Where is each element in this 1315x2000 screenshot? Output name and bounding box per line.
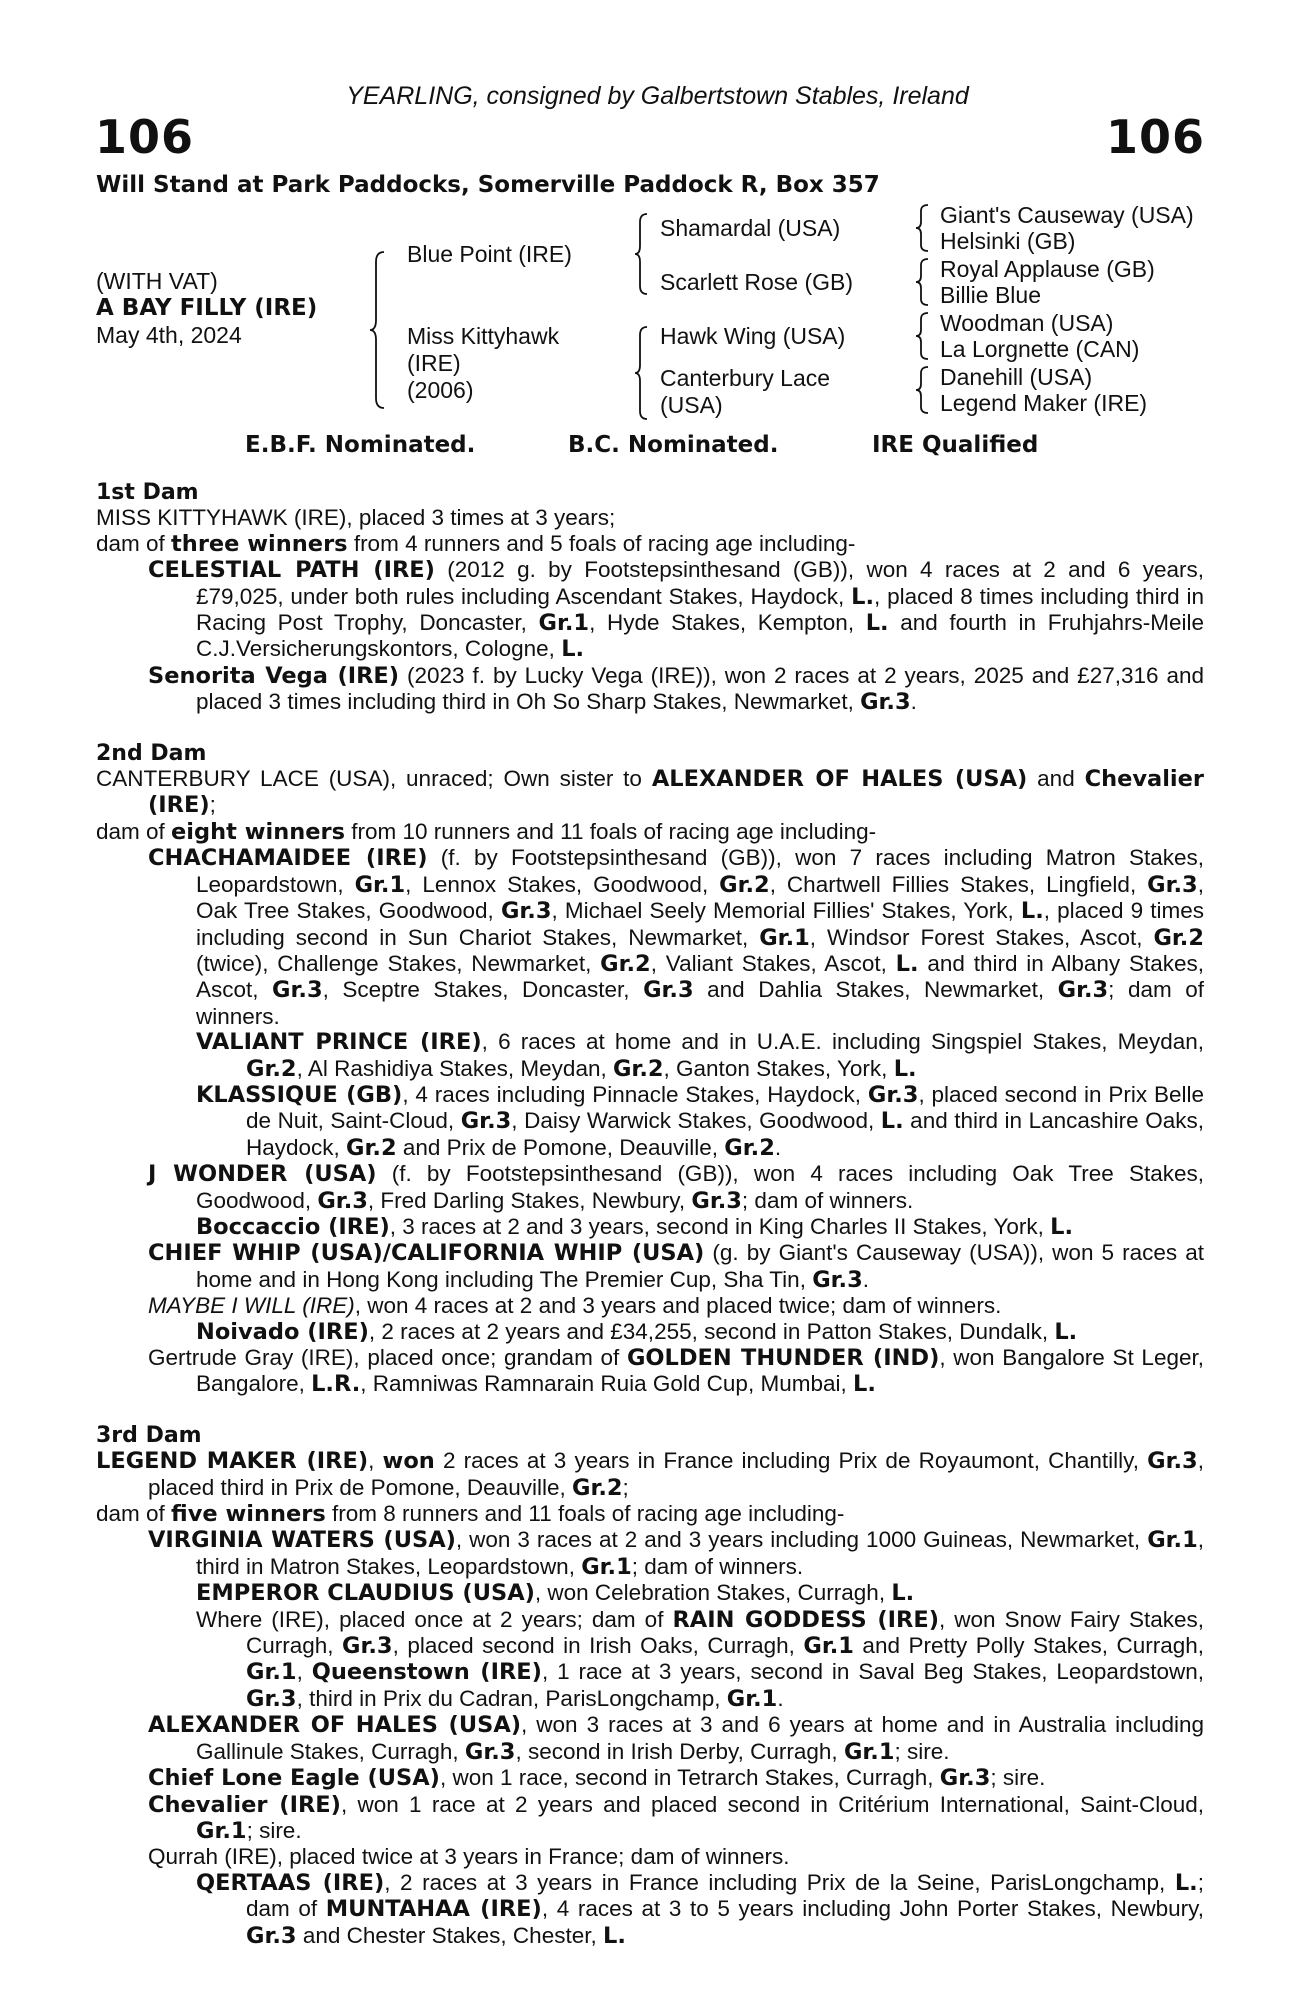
dam-sire: Hawk Wing (USA)	[660, 323, 846, 349]
brace-3c	[916, 311, 930, 361]
second-dam-summary: dam of eight winners from 10 runners and 11 foals of racing age including-	[96, 818, 877, 845]
first-dam-paragraph: MISS KITTYHAWK (IRE), placed 3 times at 3 years;	[96, 505, 616, 531]
brace-3a	[916, 203, 930, 253]
dd-sire: Danehill (USA)	[940, 364, 1093, 390]
stabling-location: Will Stand at Park Paddocks, Somerville Paddock R, Box 357	[96, 172, 880, 198]
brace-3b	[916, 257, 930, 307]
dd-dam: Legend Maker (IRE)	[940, 390, 1148, 416]
grand-progeny-entry: KLASSIQUE (GB), 4 races including Pinnacle Stakes, Haydock, Gr.3, placed second in Prix Belle de Nuit, Saint-Cloud, Gr.3, Daisy Warwick Stakes, Goodwood, L. and third in Lancashire Oaks, Haydock, Gr.2 and Prix de Pomone, Deauville, Gr.2.	[196, 1081, 1205, 1161]
progeny-entry: Senorita Vega (IRE) (2023 f. by Lucky Vega (IRE)), won 2 races at 2 years, 2025 and £27,316 and placed 3 times including third in Oh So Sharp Stakes, Newmarket, Gr.3.	[148, 662, 1204, 716]
bc-nomination: B.C. Nominated.	[568, 432, 779, 458]
progeny-entry: CHACHAMAIDEE (IRE) (f. by Footstepsinthesand (GB)), won 7 races including Matron Stakes, Leopardstown, Gr.1, Lennox Stakes, Goodwood, Gr.2, Chartwell Fillies Stakes, Lingfield, Gr.3, Oak Tree Stakes, Goodwood, Gr.3, Michael Seely Memorial Fillies' Stakes, York, L., placed 9 times including second in Sun Chariot Stakes, Newmarket, Gr.1, Windsor Forest Stakes, Ascot, Gr.2 (twice), Challenge Stakes, Newmarket, Gr.2, Valiant Stakes, Ascot, L. and third in Albany Stakes, Ascot, Gr.3, Sceptre Stakes, Doncaster, Gr.3 and Dahlia Stakes, Newmarket, Gr.3; dam of winners.	[148, 845, 1205, 1029]
sire-name: Blue Point (IRE)	[407, 241, 572, 267]
progeny-entry: VIRGINIA WATERS (USA), won 3 races at 2 and 3 years including 1000 Guineas, Newmarket, Gr.1, third in Matron Stakes, Leopardstown, Gr.1; dam of winners.	[148, 1527, 1205, 1580]
second-dam-paragraph: CANTERBURY LACE (USA), unraced; Own sister to ALEXANDER OF HALES (USA) and Chevalier (IRE);	[96, 766, 1204, 819]
progeny-entry: CHIEF WHIP (USA)/CALIFORNIA WHIP (USA) (g. by Giant's Causeway (USA)), won 5 races at home and in Hong Kong including The Premier Cup, Sha Tin, Gr.3.	[148, 1240, 1204, 1293]
sd-dam: Billie Blue	[940, 282, 1041, 308]
grand-progeny-entry: Noivado (IRE), 2 races at 2 years and £34,255, second in Patton Stakes, Dundalk, L.	[196, 1318, 1078, 1345]
vat-note: (WITH VAT)	[96, 268, 218, 294]
grand-progeny-entry: EMPEROR CLAUDIUS (USA), won Celebration Stakes, Curragh, L.	[196, 1580, 915, 1607]
progeny-entry: Chevalier (IRE), won 1 race at 2 years and placed second in Critérium International, Saint-Cloud, Gr.1; sire.	[148, 1791, 1204, 1844]
first-dam-summary: dam of three winners from 4 runners and 5 foals of racing age including-	[96, 530, 856, 557]
third-dam-summary: dam of five winners from 8 runners and 11 foals of racing age including-	[96, 1501, 845, 1528]
progeny-entry: Chief Lone Eagle (USA), won 1 race, second in Tetrarch Stakes, Curragh, Gr.3; sire.	[148, 1765, 1046, 1792]
progeny-entry: J WONDER (USA) (f. by Footstepsinthesand (GB)), won 4 races including Oak Tree Stakes, Goodwood, Gr.3, Fred Darling Stakes, Newbury, Gr.3; dam of winners.	[148, 1161, 1204, 1214]
section-heading-1st-dam: 1st Dam	[96, 480, 199, 505]
dam-name-line2: (IRE)	[407, 350, 461, 376]
grand-progeny-entry: QERTAAS (IRE), 2 races at 3 years in France including Prix de la Seine, ParisLongchamp, L.; dam of MUNTAHAA (IRE), 4 races at 3 to 5 years including John Porter Stakes, Newbury, Gr.3 and Chester Stakes, Chester, L.	[196, 1869, 1204, 1949]
lot-number-right: 106	[1105, 110, 1205, 164]
progeny-entry: MAYBE I WILL (IRE), won 4 races at 2 and 3 years and placed twice; dam of winners.	[148, 1293, 1002, 1319]
grand-progeny-entry: Where (IRE), placed once at 2 years; dam of RAIN GODDESS (IRE), won Snow Fairy Stakes, Curragh, Gr.3, placed second in Irish Oaks, Curragh, Gr.1 and Pretty Polly Stakes, Curragh, Gr.1, Queenstown (IRE), 1 race at 3 years, second in Saval Beg Stakes, Leopardstown, Gr.3, third in Prix du Cadran, ParisLongchamp, Gr.1.	[196, 1606, 1205, 1712]
sd-sire: Royal Applause (GB)	[940, 256, 1155, 282]
dam-dam-line1: Canterbury Lace	[660, 365, 831, 391]
dam-name-line3: (2006)	[407, 377, 474, 403]
sire-sire: Shamardal (USA)	[660, 215, 841, 241]
progeny-entry: CELESTIAL PATH (IRE) (2012 g. by Footstepsinthesand (GB)), won 4 races at 2 and 6 years, £79,025, under both rules including Ascendant Stakes, Haydock, L., placed 8 times including third in Racing Post Trophy, Doncaster, Gr.1, Hyde Stakes, Kempton, L. and fourth in Fruhjahrs-Meile C.J.Versicherungskontors, Cologne, L.	[148, 557, 1205, 663]
sire-brace	[635, 212, 649, 296]
sire-dam: Scarlett Rose (GB)	[660, 269, 853, 295]
foaling-date: May 4th, 2024	[96, 322, 242, 348]
consignor-line: YEARLING, consigned by Galbertstown Stables, Ireland	[346, 82, 969, 110]
progeny-entry: ALEXANDER OF HALES (USA), won 3 races at 3 and 6 years at home and in Australia including Gallinule Stakes, Curragh, Gr.3, second in Irish Derby, Curragh, Gr.1; sire.	[148, 1712, 1204, 1765]
produce-record	[96, 480, 1204, 1949]
third-dam-paragraph: LEGEND MAKER (IRE), won 2 races at 3 years in France including Prix de Royaumont, Chantilly, Gr.3, placed third in Prix de Pomone, Deauville, Gr.2;	[96, 1448, 1204, 1501]
progeny-entry: Gertrude Gray (IRE), placed once; grandam of GOLDEN THUNDER (IND), won Bangalore St Leger, Bangalore, L.R., Ramniwas Ramnarain Ruia Gold Cup, Mumbai, L.	[148, 1345, 1204, 1398]
ss-sire: Giant's Causeway (USA)	[940, 202, 1194, 228]
section-heading-3rd-dam: 3rd Dam	[96, 1422, 202, 1448]
ebf-nomination: E.B.F. Nominated.	[245, 432, 476, 458]
dam-brace	[635, 325, 649, 421]
grand-progeny-entry: Boccaccio (IRE), 3 races at 2 and 3 years, second in King Charles II Stakes, York, L.	[196, 1213, 1074, 1240]
ds-dam: La Lorgnette (CAN)	[940, 336, 1140, 362]
ss-dam: Helsinki (GB)	[940, 228, 1076, 254]
ire-qualified: IRE Qualified	[872, 432, 1039, 458]
main-brace	[370, 250, 386, 410]
section-heading-2nd-dam: 2nd Dam	[96, 740, 207, 766]
lot-number-left: 106	[95, 110, 195, 164]
grand-progeny-entry: VALIANT PRINCE (IRE), 6 races at home and in U.A.E. including Singspiel Stakes, Meydan, Gr.2, Al Rashidiya Stakes, Meydan, Gr.2, Ganton Stakes, York, L.	[196, 1029, 1204, 1082]
brace-3d	[916, 365, 930, 415]
ds-sire: Woodman (USA)	[940, 310, 1114, 336]
progeny-entry: Qurrah (IRE), placed twice at 3 years in France; dam of winners.	[148, 1844, 790, 1870]
lot-horse-name: A BAY FILLY (IRE)	[96, 295, 318, 321]
dam-name-line1: Miss Kittyhawk	[407, 323, 560, 349]
dam-dam-line2: (USA)	[660, 392, 723, 418]
